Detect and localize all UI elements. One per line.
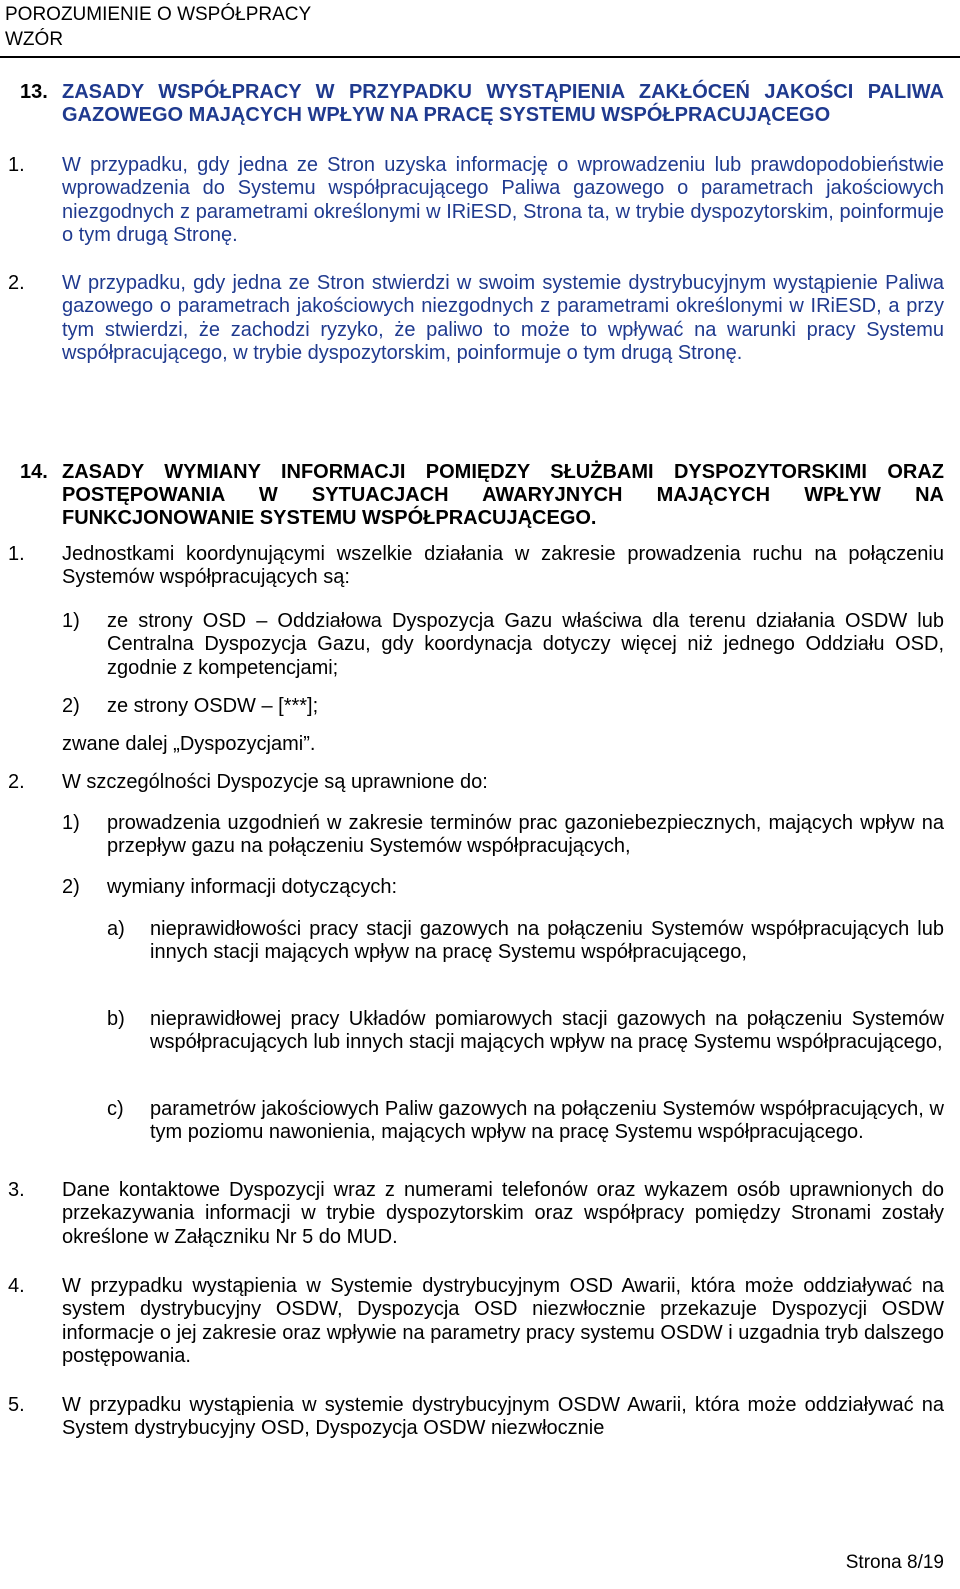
section-14-item-1-sub-1-number: 1): [62, 610, 80, 632]
section-14-item-1-sub-2-text: ze strony OSDW – [***];: [107, 695, 319, 717]
section-14-item-1-sub-1-text: ze strony OSD – Oddziałowa Dyspozycja Gazu właściwa dla terenu działania OSDW lub Centralna Dyspozycja Gazu, gdy koordynacja dotyczy więcej niż jednego Oddziału OSD, zgodnie z kompetencjami;: [107, 610, 944, 679]
section-14-item-1-closing: zwane dalej „Dyspozycjami”.: [62, 733, 316, 755]
section-14-item-2-sub-2-number: 2): [62, 876, 80, 898]
document-subtitle: WZÓR: [5, 29, 64, 50]
section-13-item-1-text: W przypadku, gdy jedna ze Stron uzyska informację o wprowadzeniu lub prawdopodobieństwie wprowadzenia do Systemu współpracującego Paliwa gazowego o parametrach jakościowych niezgodnych z parametrami określonymi w IRiESD, Strona ta, w trybie dyspozytorskim, poinformuje o tym drugą Stronę.: [62, 154, 944, 247]
section-14-item-2-letter-c-number: c): [107, 1098, 124, 1120]
section-14-item-2-sub-1-text: prowadzenia uzgodnień w zakresie terminów prac gazoniebezpiecznych, mających wpływ na przepływ gazu na połączeniu Systemów współpracujących,: [107, 812, 944, 858]
section-14-item-2-sub-2-text: wymiany informacji dotyczących:: [107, 876, 398, 898]
section-14-item-4-number: 4.: [8, 1275, 25, 1297]
section-14-item-5-number: 5.: [8, 1394, 25, 1416]
section-14-item-2-letter-a-number: a): [107, 918, 125, 940]
section-14-title: ZASADY WYMIANY INFORMACJI POMIĘDZY SŁUŻBAMI DYSPOZYTORSKIMI ORAZ POSTĘPOWANIA W SYTUACJACH AWARYJNYCH MAJĄCYCH WPŁYW NA FUNKCJONOWANIE SYSTEMU WSPÓŁPRACUJĄCEGO.: [62, 461, 944, 529]
section-14-item-2-text: W szczególności Dyspozycje są uprawnione do:: [62, 771, 488, 793]
section-14-item-2-sub-1-number: 1): [62, 812, 80, 834]
section-13-item-2-text: W przypadku, gdy jedna ze Stron stwierdzi w swoim systemie dystrybucyjnym wystąpienie Paliwa gazowego o parametrach jakościowych niezgodnych z parametrami określonymi w IRiESD, a przy tym stwierdzi, że zachodzi ryzyko, że paliwo to może to wpływać na warunki pracy Systemu współpracującego, w trybie dyspozytorskim, poinformuje o tym drugą Stronę.: [62, 272, 944, 365]
section-13-number: 13.: [20, 81, 48, 103]
section-13-item-2-number: 2.: [8, 272, 25, 294]
section-14-item-2-letter-c-text: parametrów jakościowych Paliw gazowych na połączeniu Systemów współpracujących, w tym poziomu nawonienia, mających wpływ na pracę Systemu współpracującego.: [150, 1098, 944, 1144]
section-13-title: ZASADY WSPÓŁPRACY W PRZYPADKU WYSTĄPIENIA ZAKŁÓCEŃ JAKOŚCI PALIWA GAZOWEGO MAJĄCYCH WPŁYW NA PRACĘ SYSTEMU WSPÓŁPRACUJĄCEGO: [62, 81, 944, 126]
section-14-item-4-text: W przypadku wystąpienia w Systemie dystrybucyjnym OSD Awarii, która może oddziaływać na system dystrybucyjny OSDW, Dyspozycja OSD niezwłocznie przekazuje Dyspozycji OSDW informacje o jej zakresie oraz wpływie na parametry pracy systemu OSDW i uzgadnia tryb dalszego postępowania.: [62, 1275, 944, 1368]
section-14-item-2-letter-b-number: b): [107, 1008, 125, 1030]
page-number: Strona 8/19: [845, 1552, 944, 1573]
section-14-item-1-number: 1.: [8, 543, 25, 565]
section-14-item-3-text: Dane kontaktowe Dyspozycji wraz z numerami telefonów oraz wykazem osób uprawnionych do przekazywania informacji w trybie dyspozytorskim oraz współpracy pomiędzy Stronami zostały określone w Załączniku Nr 5 do MUD.: [62, 1179, 944, 1248]
section-14-item-1-text: Jednostkami koordynującymi wszelkie działania w zakresie prowadzenia ruchu na połączeniu Systemów współpracujących są:: [62, 543, 944, 589]
section-14-item-1-sub-2-number: 2): [62, 695, 80, 717]
section-14-item-2-letter-a-text: nieprawidłowości pracy stacji gazowych na połączeniu Systemów współpracujących lub innych stacji mających wpływ na pracę Systemu współpracującego,: [150, 918, 944, 964]
section-14-number: 14.: [20, 461, 48, 483]
document-title: POROZUMIENIE O WSPÓŁPRACY: [5, 4, 312, 25]
section-13-item-1-number: 1.: [8, 154, 25, 176]
section-14-item-5-text: W przypadku wystąpienia w systemie dystrybucyjnym OSDW Awarii, która może oddziaływać na System dystrybucyjny OSD, Dyspozycja OSDW niezwłocznie: [62, 1394, 944, 1440]
section-14-item-2-letter-b-text: nieprawidłowej pracy Układów pomiarowych stacji gazowych na połączeniu Systemów współpracujących lub innych stacji mających wpływ na pracę Systemu współpracującego,: [150, 1008, 944, 1054]
section-14-item-3-number: 3.: [8, 1179, 25, 1201]
section-14-item-2-number: 2.: [8, 771, 25, 793]
